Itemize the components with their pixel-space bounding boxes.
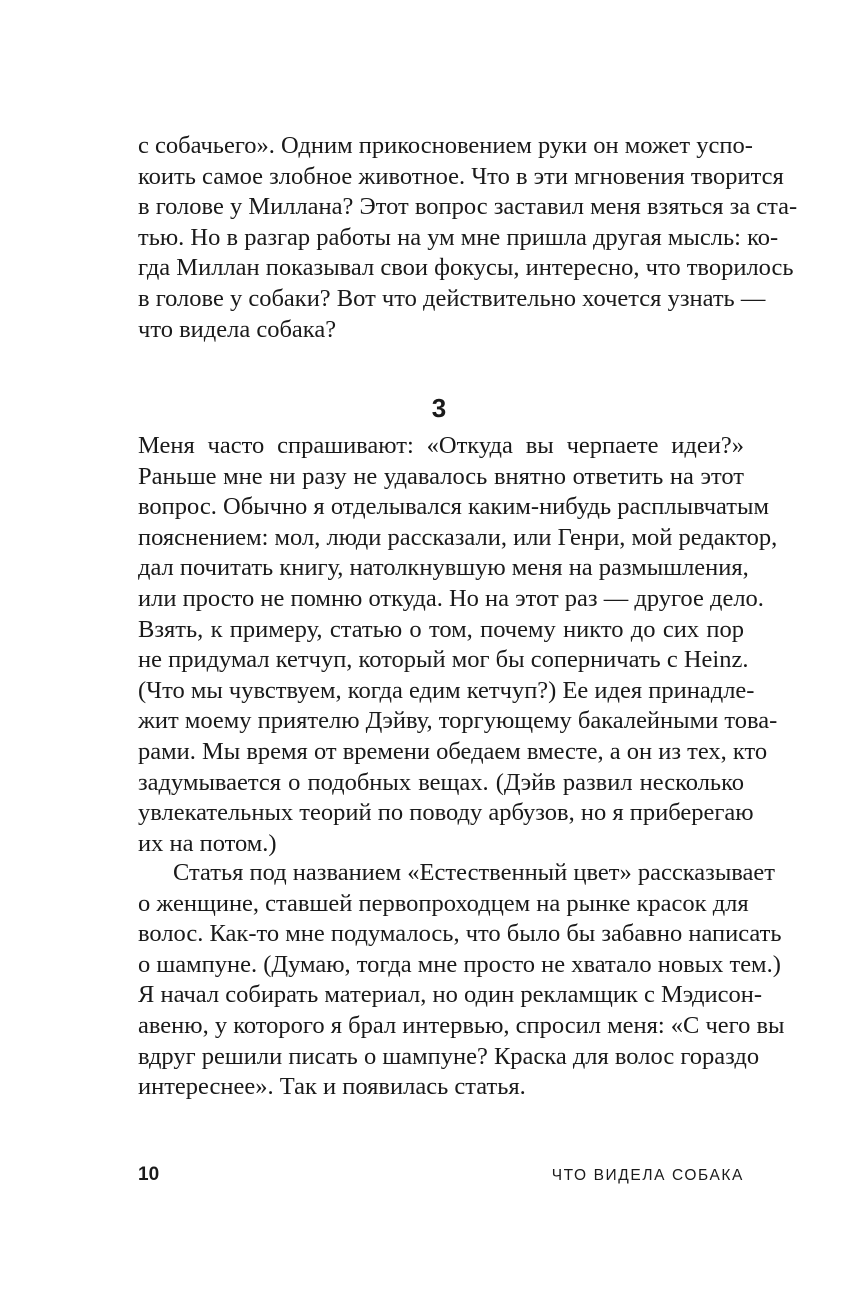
text-line: с собачьего». Одним прикосновением руки он может успо- [138,132,753,159]
text-line: (Что мы чувствуем, когда едим кетчуп?) Ее идея принадле- [138,676,755,704]
text-line: Взять, к примеру, статью о том, почему никто до сих пор [138,615,744,643]
section-number: 3 [431,393,447,423]
text-line: Статья под названием «Естественный цвет» рассказывает [173,859,775,886]
text-line: о шампуне. (Думаю, тогда мне просто не хватало новых тем.) [138,950,781,978]
text-line: Я начал собирать материал, но один рекламщик с Мэдисон- [138,981,762,1009]
text-line: коить самое злобное животное. Что в эти мгновения творится [138,162,784,190]
text-line: вопрос. Обычно я отделывался каким-нибудь расплывчатым [138,493,769,521]
text-line: или просто не помню откуда. Но на этот раз — другое дело. [138,584,764,612]
text-line: их на потом.) [138,829,277,857]
text-line: дал почитать книгу, натолкнувшую меня на размышления, [138,554,749,582]
text-line: в голове у Миллана? Этот вопрос заставил меня взяться за ста- [138,193,798,221]
continuation-paragraph [138,131,798,345]
text-line: в голове у собаки? Вот что действительно хочется узнать — [138,284,766,312]
text-line: что видела собака? [138,315,337,343]
text-line: волос. Как-то мне подумалось, что было бы забавно написать [138,920,782,948]
text-line: Меня часто спрашивают: «Откуда вы черпаете идеи?» [138,432,744,459]
paragraph-natural-color [138,858,785,1103]
text-line: о женщине, ставшей первопроходцем на рынке красок для [138,889,749,917]
text-line: интереснее». Так и появилась статья. [138,1073,526,1101]
page-number: 10 [138,1164,160,1185]
text-line: вдруг решили писать о шампуне? Краска для волос гораздо [138,1042,760,1070]
text-line: авеню, у которого я брал интервью, спросил меня: «С чего вы [138,1011,785,1039]
paragraph-ideas [138,431,778,859]
running-title: ЧТО ВИДЕЛА СОБАКА [551,1167,744,1184]
text-line: гда Миллан показывал свои фокусы, интересно, что творилось [138,254,794,282]
text-line: не придумал кетчуп, который мог бы соперничать с Heinz. [138,646,749,674]
text-line: жит моему приятелю Дэйву, торгующему бакалейными това- [138,707,778,735]
text-line: увлекательных теорий по поводу арбузов, но я приберегаю [138,799,754,827]
text-line: Раньше мне ни разу не удавалось внятно ответить на этот [138,462,744,490]
text-line: задумывается о подобных вещах. (Дэйв развил несколько [138,768,744,796]
text-line: пояснением: мол, люди рассказали, или Генри, мой редактор, [138,523,778,551]
text-line: тью. Но в разгар работы на ум мне пришла другая мысль: ко- [138,223,779,251]
text-line: рами. Мы время от времени обедаем вместе, а он из тех, кто [138,737,768,765]
